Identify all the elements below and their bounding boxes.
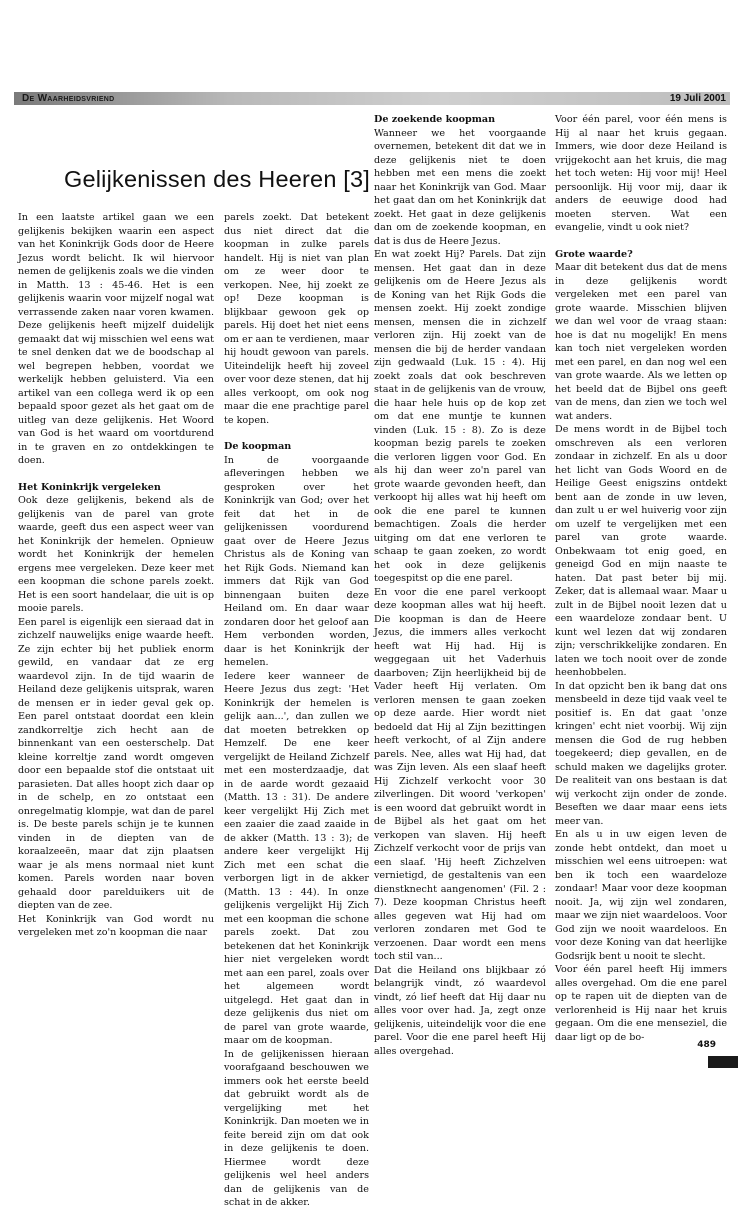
paragraph: En voor die ene parel verkoopt deze koopman alles wat hij heeft. Die koopman is dan de Heere Jezus, die immers alles verkocht heeft wat Hij had. Hij is weggegaan uit het Vaderhuis daarboven; Zijn heerlijkheid bij de Vader heeft Hij verlaten. Om verloren mensen te gaan zoeken op deze aarde. Hier wordt niet bedoeld dat Hij al Zijn bezittingen heeft verkocht, of al Zijn andere parels. Nee, alles wat Hij had, dat was Zijn leven. Als een slaaf heeft Hij Zichzelf verkocht voor 30 zilverlingen. Dit woord 'verkopen' is een woord dat gebruikt wordt in de Bijbel als het gaat om het verkopen van slaven. Hij heeft Zichzelf verkocht voor de prijs van een slaaf. 'Hij heeft Zichzelven vernietigd, de gestaltenis van een dienstknecht aangenomen' (Fil. 2 : 7). Deze koopman Christus heeft alles gegeven wat Hij had om verloren zondaren met God te verzoenen. Daar wordt een mens toch stil van...: [374, 586, 546, 962]
page-edge-shadow: [708, 1056, 738, 1068]
column-2: [224, 211, 369, 1210]
paragraph: parels zoekt. Dat betekent dus niet direct dat die koopman in zulke parels handelt. Hij is niet van plan om ze weer door te verkopen. Nee, hij zoekt ze op! Deze koopman is blijkbaar gewoon gek op parels. Hij doet het niet eens om er aan te verdienen, maar hij houdt gewoon van parels. Uiteindelijk heeft hij zoveel over voor deze stenen, dat hij alles verkoopt, om ook nog maar die ene prachtige parel te kopen.: [224, 212, 369, 426]
paragraph: In de voorgaande afleveringen hebben we gesproken over het Koninkrijk van God; over het feit dat het in de gelijkenissen voordurend gaat over de Heere Jezus Christus als de Koning van het Rijk Gods. Niemand kan immers dat Rijk van God binnengaan buiten deze Heiland om. En daar waar zondaren door het geloof aan Hem verbonden worden, daar is het Koninkrijk der hemelen.: [224, 454, 369, 668]
paragraph: Voor één parel, voor één mens is Hij al naar het kruis gegaan. Immers, wie door deze Heiland is vrijgekocht aan het kruis, die mag het toch weten: Hij voor mij! Heel persoonlijk. Hij voor mij, daar ik anders de eeuwige dood had moeten sterven. Wat een evangelie, vindt u ook niet?: [555, 114, 727, 233]
column-4: [555, 113, 727, 1044]
paragraph: En als u in uw eigen leven de zonde hebt ontdekt, dan moet u misschien wel eens uitroepen: wat ben ik toch een waardeloze zondaar! Maar voor deze koopman nooit. Ja, wij zijn wel zondaren, maar we zijn niet waardeloos. Voor God zijn we nooit waardeloos. En voor deze Koning van dat heerlijke Godsrijk bent u nooit te slecht.: [555, 829, 727, 962]
issue-date: 19 Juli 2001: [669, 93, 726, 104]
paragraph: In dat opzicht ben ik bang dat ons mensbeeld in deze tijd vaak veel te positief is. En dat gaat 'onze kringen' echt niet voorbij. Wij zijn mensen die God de rug hebben toegekeerd; diep gevallen, en de schuld maken we dagelijks groter. De realiteit van ons bestaan is dat wij verkocht zijn onder de zonde. Beseften we daar maar eens iets meer van.: [555, 680, 727, 827]
section-heading: Het Koninkrijk vergeleken: [18, 481, 161, 493]
paragraph: In een laatste artikel gaan we een gelijkenis bekijken waarin een aspect van het Koninkrijk Gods door de Heere Jezus wordt belicht. Ik wil hiervoor nemen de gelijkenis zoals we die vinden in Matth. 13 : 45-46. Het is een gelijkenis waarin voor mijzelf nogal wat verrassende zaken naar voren kwamen. Deze gelijkenis heeft mijzelf duidelijk gemaakt dat wij misschien wel eens wat te snel denken dat we de boodschap al wel begrepen hebben, voordat we werkelijk hebben geluisterd. Via een artikel van een collega werd ik op een bepaald spoor gezet als het gaat om de uitleg van deze gelijkenis. Het Woord van God is het waard om voortdurend in te graven en zo ontdekkingen te doen.: [18, 212, 214, 466]
header-bar: [14, 92, 730, 105]
page-number: 489: [697, 1040, 716, 1050]
paragraph: Het Koninkrijk van God wordt nu vergeleken met zo'n koopman die naar: [18, 913, 214, 938]
paragraph: De mens wordt in de Bijbel toch omschreven als een verloren zondaar in zichzelf. En als u door het licht van Gods Woord en de Heilige Geest enigszins ontdekt bent aan de zonde in uw leven, dan zult u er wel huiverig voor zijn om uzelf te vergelijken met een parel van grote waarde. Onbekwaam tot enig goed, en geneigd God en mijn naaste te haten. Dat past beter bij mij. Zeker, dat is allemaal waar. Maar u zult in de Bijbel nooit lezen dat u een waardeloze zondaar bent. U kunt wel lezen dat wij zondaren zijn; verschrikkelijke zondaren. En laten we toch nooit over de zonde heenhobbelen.: [555, 424, 727, 678]
publication-name: De Waarheidsvriend: [22, 93, 115, 104]
paragraph: Wanneer we het voorgaande overnemen, betekent dit dat we in deze gelijkenis niet te doen hebben met een mens die zoekt naar het Koninkrijk van God. Maar het gaat dan om het Koninkrijk dat zoekt. Het gaat in deze gelijkenis dan om de zoekende koopman, en dat is dus de Heere Jezus.: [374, 127, 546, 247]
section-heading: De zoekende koopman: [374, 114, 496, 125]
paragraph: Maar dit betekent dus dat de mens in deze gelijkenis wordt vergeleken met een parel van grote waarde. Misschien blijven we dan wel voor de vraag staan: hoe is dat nu mogelijk! En mens kan toch niet vergeleken worden met een parel, en dan nog wel een van grote waarde. Als we letten op het beeld dat de Bijbel ons geeft van de mens, dan zien we toch wel wat anders.: [555, 262, 727, 422]
paragraph: En wat zoekt Hij? Parels. Dat zijn mensen. Het gaat dan in deze gelijkenis om de Heere Jezus als de Koning van het Rijk Gods die mensen zoekt. Hij zoekt zondige mensen, mensen die in zichzelf verloren zijn. Hij zoekt van de mensen die bij de herder vandaan zijn gedwaald (Luk. 15 : 4). Hij zoekt zoals dat ook beschreven staat in de gelijkenis van de vrouw, die haar hele huis op de kop zet om dat ene muntje te kunnen vinden (Luk. 15 : 8). Zo is deze koopman bezig parels te zoeken die verloren liggen voor God. En als hij dan weer zo'n parel van grote waarde gevonden heeft, dan verkoopt hij alles wat hij heeft om ook die ene parel te kunnen bemachtigen. Zoals die herder uitging om dat ene verloren te schaap te gaan zoeken, zo wordt het ook in deze gelijkenis toegespitst op die ene parel.: [374, 249, 546, 584]
paragraph: In de gelijkenissen hieraan voorafgaand beschouwen we immers ook het eerste beeld dat gebruikt wordt als de vergelijking met het Koninkrijk. Dan moeten we in feite bereid zijn om dat ook in deze gelijkenis te doen. Hiermee wordt deze gelijkenis wel heel anders dan de gelijkenis van de schat in de akker.: [224, 1048, 369, 1208]
paragraph: Ook deze gelijkenis, bekend als de gelijkenis van de parel van grote waarde, geeft dus een aspect weer van het Koninkrijk der hemelen. Opnieuw wordt het Koninkrijk der hemelen ergens mee vergeleken. Deze keer met een koopman die schone parels zoekt. Het is een soort handelaar, die uit is op mooie parels.: [18, 495, 214, 614]
section-heading: Grote waarde?: [555, 248, 633, 260]
section-heading: De koopman: [224, 441, 292, 452]
article-title: Gelijkenissen des Heeren [3]: [64, 166, 371, 192]
paragraph: Een parel is eigenlijk een sieraad dat in zichzelf nauwelijks enige waarde heeft. Ze zijn echter bij het publiek enorm gewild, en vandaar dat ze erg waardevol zijn. In de tijd waarin de Heiland deze gelijkenis uitsprak, waren de mensen er in ieder geval gek op. Een parel ontstaat doordat een klein zandkorreltje zich hecht aan de binnenkant van een oesterschelp. Dat kleine korreltje zand wordt omgeven door een bepaalde stof die ontstaat uit parasieten. Dat alles hoopt zich daar op in de schelp, en zo ontstaat een onregelmatig klompje, wat dan de parel is. De beste parels schijn je te kunnen vinden in de diepten van de koraalzeeën, maar dat zijn plaatsen waar je als mens normaal niet kunt komen. Parels worden naar boven gehaald door parelduikers uit de diepten van de zee.: [18, 616, 214, 911]
column-1: [18, 211, 214, 940]
paragraph: Iedere keer wanneer de Heere Jezus dus zegt: 'Het Koninkrijk der hemelen is gelijk aan...', dan zullen we dat moeten betrekken op Hemzelf. De ene keer vergelijkt de Heiland Zichzelf met een mosterdzaadje, dat in de aarde wordt gezaaid (Matth. 13 : 31). De andere keer vergelijkt Hij Zich met een zaaier die zaad zaaide in de akker (Matth. 13 : 3); de andere keer vergelijkt Hij Zich met een schat die verborgen ligt in de akker (Matth. 13 : 44). In onze gelijkenis vergelijkt Hij Zich met een koopman die schone parels zoekt. Dat zou betekenen dat het Koninkrijk hier niet vergeleken wordt met aan een parel, zoals over het algemeen wordt uitgelegd. Het gaat dan in deze gelijkenis dus niet om de parel van grote waarde, maar om de koopman.: [224, 670, 369, 1046]
paragraph: Voor één parel heeft Hij immers alles overgehad. Om die ene parel op te rapen uit de diepten van de verlorenheid is Hij naar het kruis gegaan. Om die ene menseziel, die daar ligt op de bo-: [555, 964, 727, 1043]
column-3: [374, 113, 546, 1058]
paragraph: Dat die Heiland ons blijkbaar zó belangrijk vindt, zó waardevol vindt, zó lief heeft dat Hij daar nu alles voor over had. Ja, zegt onze gelijkenis, uiteindelijk voor die ene parel. Voor die ene parel heeft Hij alles overgehad.: [374, 964, 546, 1057]
